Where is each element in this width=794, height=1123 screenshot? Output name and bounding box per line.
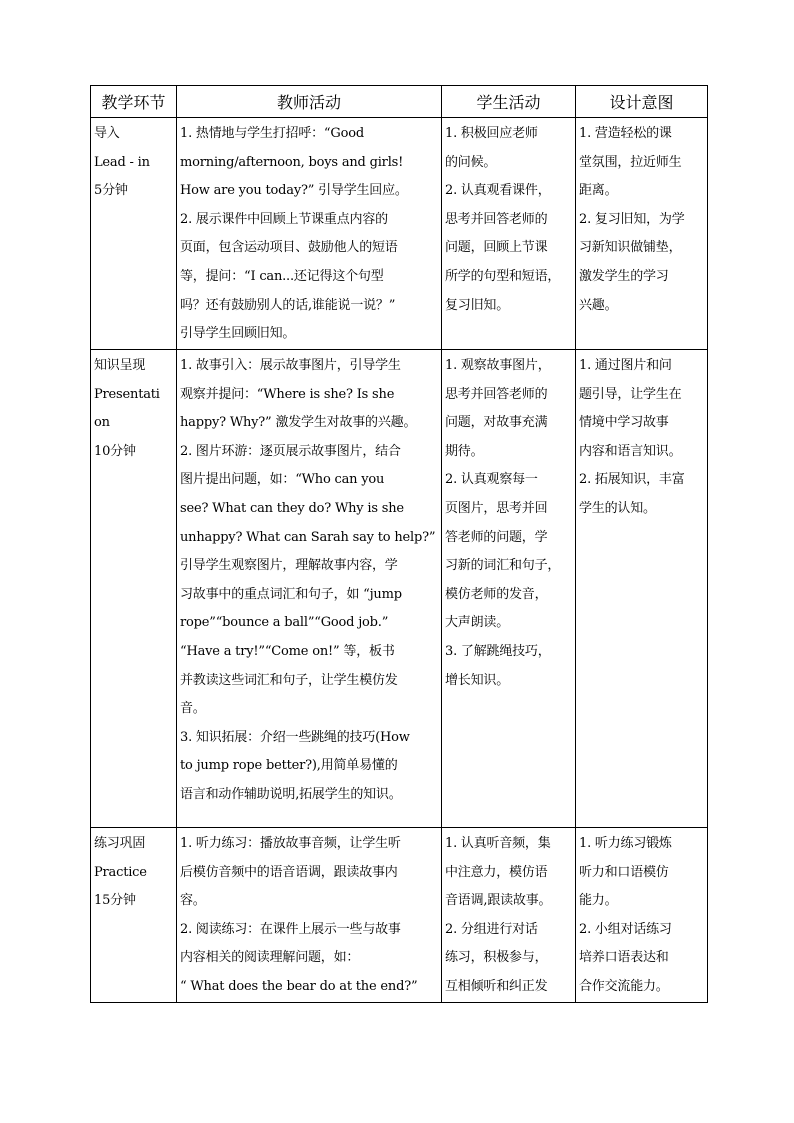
stage-cell	[91, 828, 177, 1003]
stage-text: 知识呈现 Presentati on 10分钟	[94, 358, 160, 459]
design-purpose-text: 1. 营造轻松的课 堂氛围，拉近师生 距离。 2. 复习旧知，为学 习新知识做铺垫， 激发学生的学习 兴趣。	[579, 126, 685, 313]
stage-text: 导入 Lead - in 5分钟	[94, 126, 150, 199]
table-header-row	[91, 86, 708, 118]
teacher-activity-cell	[177, 118, 442, 350]
student-activity-cell	[442, 350, 576, 828]
header-student-activity: 学生活动	[442, 86, 576, 118]
teacher-activity-text: 1. 故事引入：展示故事图片，引导学生 观察并提问：“Where is she? Is she happy? Why?” 激发学生对故事的兴趣。 2. 图片环游：逐页展示故事图片，结合 图片提出问题，如：“Who can you see? What can they do? Why is she unhappy? What can Sarah say to help?” 引导学生观察图片，理解故事内容，学 习故事中的重点词汇和句子，如 “jump rope”“bounce a ball”“Good job.” “Have a try!”“Come on!” 等，板书 并教读这些词汇和句子，让学生模仿发 音。 3. 知识拓展：介绍一些跳绳的技巧(How to jump rope better?),用简单易懂的 语言和动作辅助说明,拓展学生的知识。	[180, 358, 436, 802]
header-teacher-activity: 教师活动	[177, 86, 442, 118]
header-design-purpose: 设计意图	[576, 86, 708, 118]
student-activity-text: 1. 积极回应老师 的问候。 2. 认真观看课件， 思考并回答老师的 问题，回顾上节课 所学的句型和短语， 复习旧知。	[445, 126, 561, 313]
student-activity-text: 1. 观察故事图片， 思考并回答老师的 问题，对故事充满 期待。 2. 认真观察每一 页图片，思考并回 答老师的问题，学 习新的词汇和句子， 模仿老师的发音， 大声朗读。 3. 了解跳绳技巧， 增长知识。	[445, 358, 561, 688]
student-activity-cell	[442, 118, 576, 350]
student-activity-text: 1. 认真听音频，集 中注意力，模仿语 音语调,跟读故事。 2. 分组进行对话 练习，积极参与， 互相倾听和纠正发	[445, 836, 552, 994]
teacher-activity-text: 1. 热情地与学生打招呼：“Good morning/afternoon, boys and girls! How are you today?” 引导学生回应。 2. 展示课件中回顾上节课重点内容的 页面，包含运动项目、鼓励他人的短语 等，提问：“I can...还记得这个句型 吗？还有鼓励别人的话,谁能说一说？” 引导学生回顾旧知。	[180, 126, 408, 342]
table-row	[91, 350, 708, 828]
teacher-activity-cell	[177, 828, 442, 1003]
table-row	[91, 828, 708, 1003]
design-purpose-text: 1. 听力练习锻炼 听力和口语模仿 能力。 2. 小组对话练习 培养口语表达和 合作交流能力。	[579, 836, 672, 994]
student-activity-cell	[442, 828, 576, 1003]
design-purpose-cell	[576, 350, 708, 828]
header-stage: 教学环节	[91, 86, 177, 118]
teacher-activity-text: 1. 听力练习：播放故事音频，让学生听 后模仿音频中的语音语调，跟读故事内 容。 2. 阅读练习：在课件上展示一些与故事 内容相关的阅读理解问题，如： “ What does the bear do at the end?”	[180, 836, 418, 994]
stage-text: 练习巩固 Practice 15分钟	[94, 836, 147, 909]
design-purpose-cell	[576, 828, 708, 1003]
teacher-activity-cell	[177, 350, 442, 828]
stage-cell	[91, 350, 177, 828]
table-row	[91, 118, 708, 350]
design-purpose-text: 1. 通过图片和问 题引导，让学生在 情境中学习故事 内容和语言知识。 2. 拓展知识，丰富 学生的认知。	[579, 358, 685, 516]
stage-cell	[91, 118, 177, 350]
design-purpose-cell	[576, 118, 708, 350]
lesson-plan-table	[90, 85, 708, 1003]
